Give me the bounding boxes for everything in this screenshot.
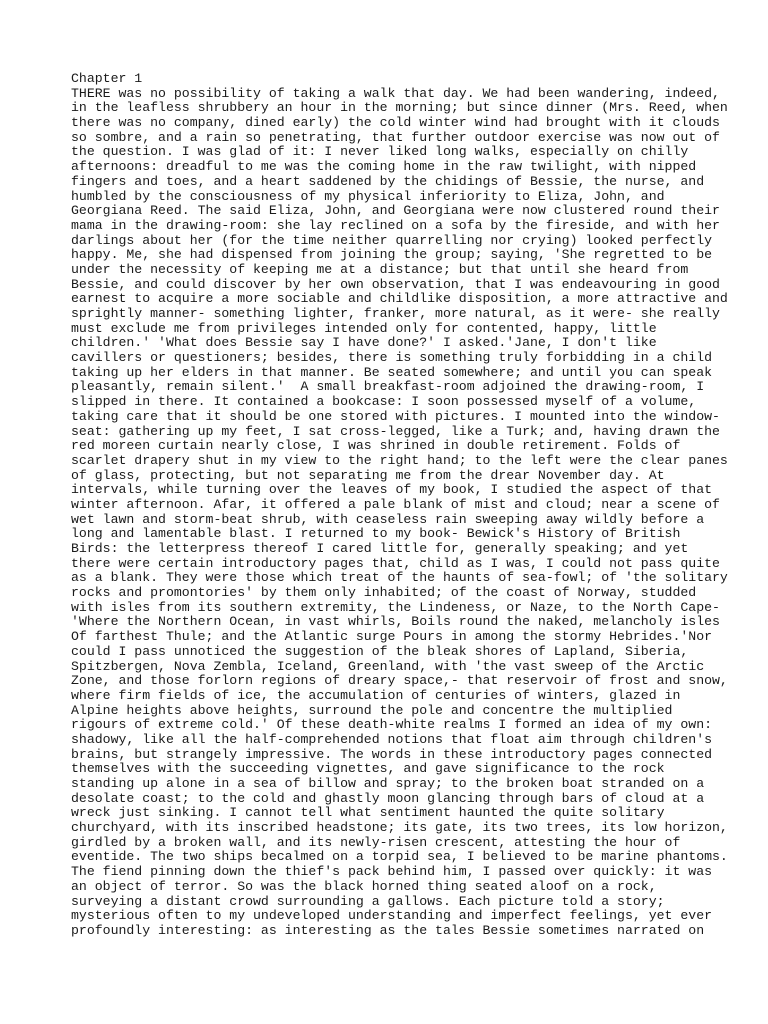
text-line: darlings about her (for the time neither quarrelling nor crying) looked perfectly bbox=[71, 232, 713, 248]
text-line: afternoons: dreadful to me was the coming home in the raw twilight, with nipped bbox=[71, 159, 697, 175]
text-line: must exclude me from privileges intended only for contented, happy, little bbox=[71, 320, 657, 336]
text-line: rigours of extreme cold.' Of these death-white realms I formed an idea of my own: bbox=[71, 717, 713, 733]
text-line: standing up alone in a sea of billow and spray; to the broken boat stranded on a bbox=[71, 776, 705, 791]
text-line: there were certain introductory pages that, child as I was, I could not pass quite bbox=[71, 555, 720, 571]
text-line: winter afternoon. Afar, it offered a pale blank of mist and cloud; near a scene of bbox=[71, 496, 720, 512]
text-line: where firm fields of ice, the accumulation of centuries of winters, glazed in bbox=[71, 687, 681, 703]
text-line: wet lawn and storm-beat shrub, with ceaseless rain sweeping away wildly before a bbox=[71, 511, 705, 527]
text-line: The fiend pinning down the thief's pack behind him, I passed over quickly: it was bbox=[71, 864, 713, 880]
text-line: red moreen curtain nearly close, I was shrined in double retirement. Folds of bbox=[71, 438, 681, 454]
text-line: 'Where the Northern Ocean, in vast whirls, Boils round the naked, melancholy isles bbox=[71, 614, 720, 630]
text-line: could I pass unnoticed the suggestion of the bleak shores of Lapland, Siberia, bbox=[71, 643, 689, 659]
text-line: mysterious often to my undeveloped understanding and imperfect feelings, yet ever bbox=[71, 908, 713, 924]
text-line: with isles from its southern extremity, the Lindeness, or Naze, to the North Cape- bbox=[71, 599, 720, 615]
text-line: as a blank. They were those which treat of the haunts of sea-fowl; of 'the solitary bbox=[71, 570, 728, 586]
text-line: Alpine heights above heights, surround the pole and concentre the multiplied bbox=[71, 702, 673, 718]
text-line: shadowy, like all the half-comprehended notions that float aim through children's bbox=[71, 731, 713, 747]
text-line: there was no company, dined early) the cold winter wind had brought with it clouds bbox=[71, 115, 720, 131]
text-line: children.' 'What does Bessie say I have done?' I asked.'Jane, I don't like bbox=[71, 335, 657, 351]
text-line: cavillers or questioners; besides, there is something truly forbidding in a child bbox=[71, 350, 713, 366]
text-line: of glass, protecting, but not separating me from the drear November day. At bbox=[71, 467, 665, 483]
text-line: mama in the drawing-room: she lay reclined on a sofa by the fireside, and with her bbox=[71, 217, 720, 233]
text-line: surveying a distant crowd surrounding a gallows. Each picture told a story; bbox=[71, 893, 665, 909]
text-line: humbled by the consciousness of my physical inferiority to Eliza, John, and bbox=[71, 188, 665, 204]
text-line: Birds: the letterpress thereof I cared little for, generally speaking; and yet bbox=[71, 541, 689, 556]
text-line: under the necessity of keeping me at a distance; but that until she heard from bbox=[71, 261, 689, 277]
text-line: themselves with the succeeding vignettes, and gave significance to the rock bbox=[71, 761, 665, 777]
text-line: taking care that it should be one stored with pictures. I mounted into the window- bbox=[71, 408, 720, 424]
text-line: Zone, and those forlorn regions of dreary space,- that reservoir of frost and snow, bbox=[71, 673, 728, 689]
text-line: brains, but strangely impressive. The words in these introductory pages connected bbox=[71, 746, 713, 762]
text-line: pleasantly, remain silent.' A small breakfast-room adjoined the drawing-room, I bbox=[71, 379, 705, 395]
text-line: in the leafless shrubbery an hour in the morning; but since dinner (Mrs. Reed, when bbox=[71, 100, 728, 116]
text-line: desolate coast; to the cold and ghastly moon glancing through bars of cloud at a bbox=[71, 790, 705, 806]
text-line: long and lamentable blast. I returned to my book- Bewick's History of British bbox=[71, 526, 681, 542]
text-line: profoundly interesting: as interesting as the tales Bessie sometimes narrated on bbox=[71, 922, 705, 938]
text-line: eventide. The two ships becalmed on a torpid sea, I believed to be marine phantoms. bbox=[71, 849, 728, 865]
text-line: intervals, while turning over the leaves of my book, I studied the aspect of that bbox=[71, 482, 713, 498]
text-line: churchyard, with its inscribed headstone; its gate, its two trees, its low horizon, bbox=[71, 820, 728, 836]
chapter-heading: Chapter 1 bbox=[71, 71, 143, 86]
text-line: slipped in there. It contained a bookcase: I soon possessed myself of a volume, bbox=[71, 394, 697, 410]
text-line: Georgiana Reed. The said Eliza, John, and Georgiana were now clustered round their bbox=[71, 203, 720, 219]
text-line: the question. I was glad of it: I never liked long walks, especially on chilly bbox=[71, 144, 689, 160]
text-line: wreck just sinking. I cannot tell what sentiment haunted the quite solitary bbox=[71, 805, 665, 821]
text-line: so sombre, and a rain so penetrating, that further outdoor exercise was now out of bbox=[71, 129, 720, 145]
text-line: an object of terror. So was the black horned thing seated aloof on a rock, bbox=[71, 878, 657, 894]
text-line: seat: gathering up my feet, I sat cross-legged, like a Turk; and, having drawn the bbox=[71, 423, 720, 439]
text-line: Of farthest Thule; and the Atlantic surge Pours in among the stormy Hebrides.'Nor bbox=[71, 629, 713, 645]
text-line: girdled by a broken wall, and its newly-risen crescent, attesting the hour of bbox=[71, 834, 681, 850]
document-page bbox=[71, 71, 728, 939]
text-line: Bessie, and could discover by her own observation, that I was endeavouring in good bbox=[71, 276, 720, 292]
text-line: THERE was no possibility of taking a walk that day. We had been wandering, indeed, bbox=[71, 85, 720, 101]
text-line: Spitzbergen, Nova Zembla, Iceland, Greenland, with 'the vast sweep of the Arctic bbox=[71, 658, 705, 674]
text-line: sprightly manner- something lighter, franker, more natural, as it were- she really bbox=[71, 306, 720, 321]
text-line: scarlet drapery shut in my view to the right hand; to the left were the clear panes bbox=[71, 452, 728, 468]
text-line: earnest to acquire a more sociable and childlike disposition, a more attractive and bbox=[71, 291, 728, 307]
text-line: happy. Me, she had dispensed from joining the group; saying, 'She regretted to be bbox=[71, 247, 713, 263]
text-line: taking up her elders in that manner. Be seated somewhere; and until you can speak bbox=[71, 364, 713, 380]
text-line: rocks and promontories' by them only inhabited; of the coast of Norway, studded bbox=[71, 585, 697, 601]
text-line: fingers and toes, and a heart saddened by the chidings of Bessie, the nurse, and bbox=[71, 173, 705, 189]
